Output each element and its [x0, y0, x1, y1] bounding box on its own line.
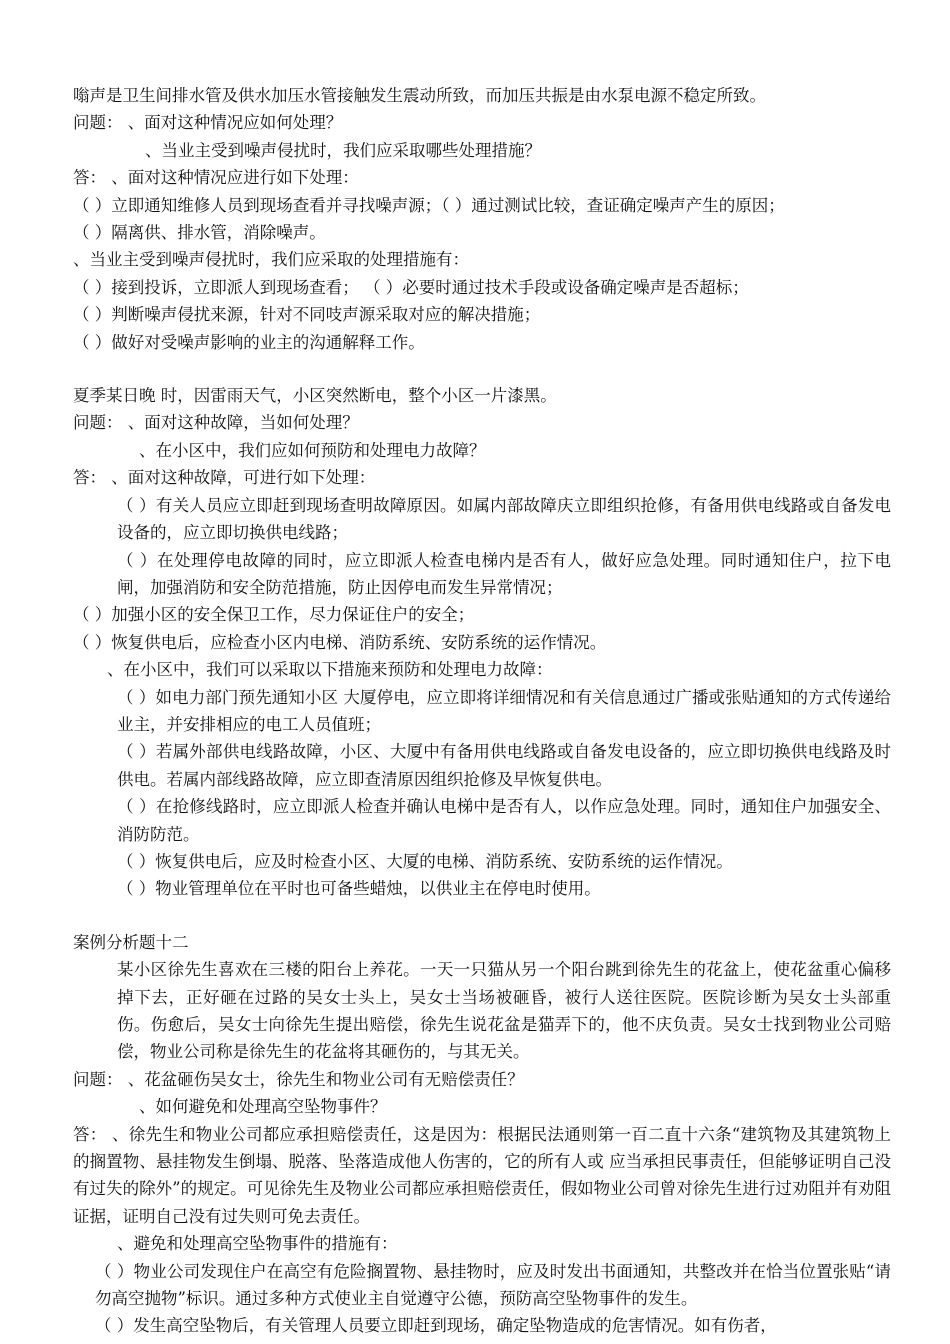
spacer — [73, 356, 891, 382]
case-story: 某小区徐先生喜欢在三楼的阳台上养花。一天一只猫从另一个阳台跳到徐先生的花盆上，使花盆重心偏移掉下去，正好砸在过路的吴女士头上，吴女士当场被砸昏，被行人送往医院。医院诊断为吴女士头部重伤。伤愈后，吴女士向徐先生提出赔偿，徐先生说花盆是猫弄下的，他不庆负责。吴女士找到物业公司赔偿，物业公司称是徐先生的花盆将其砸伤的，与其无关。 — [117, 960, 891, 1062]
answer-item: （ ）判断噪声侵扰来源，针对不同吱声源采取对应的解决措施； — [73, 305, 541, 325]
answer-heading: 、在小区中，我们可以采取以下措施来预防和处理电力故障： — [107, 660, 553, 680]
answer-item: （ ）隔离供、排水管，消除噪声。 — [73, 223, 326, 243]
answer-paragraph: 答： 、徐先生和物业公司都应承担赔偿责任，这是因为：根据民法通则第一百二直十六条“建筑物及其建筑物上的搁置物、悬挂物发生倒塌、脱落、坠落造成他人伤害的，它的所有人或 应当承担民事责任，但能够证明自己没有过失的除外”的规定。可见徐先生及物业公司都应承担赔偿责任，假如物业公司曾对徐先生进行过劝阻并有劝阻证据，证明自己没有过失则可免去责任。 — [73, 1124, 891, 1226]
answer-paragraph: （ ）在处理停电故障的同时，应立即派人检查电梯内是否有人，做好应急处理。同时通知住户，拉下电闸，加强消防和安全防范措施，防止因停电而发生异常情况； — [117, 550, 891, 597]
spacer — [73, 903, 891, 929]
answer-item: （ ）立即通知维修人员到现场查看并寻找噪声源；（ ）通过测试比较，查证确定噪声产生的原因； — [73, 195, 785, 215]
answer-intro: 答： 、面对这种故障，可进行如下处理： — [73, 468, 376, 488]
case-title: 案例分析题十二 — [73, 932, 189, 952]
answer-paragraph: （ ）发生高空坠物后，有关管理人员要立即赶到现场，确定坠物造成的危害情况。如有伤者， — [95, 1316, 777, 1336]
answer-item: （ ）接到投诉，立即派人到现场查看； （ ）必要时通过技术手段或设备确定噪声是否超标； — [73, 277, 749, 297]
answer-heading: 、当业主受到噪声侵扰时，我们应采取的处理措施有： — [73, 250, 469, 270]
answer-item: （ ）做好对受噪声影响的业主的沟通解释工作。 — [73, 332, 425, 352]
answer-paragraph: （ ）在抢修线路时，应立即派人检查并确认电梯中是否有人，以作应急处理。同时，通知住户加强安全、消防防范。 — [117, 797, 891, 844]
answer-heading: 、避免和处理高空坠物事件的措施有： — [117, 1234, 398, 1254]
question-2: 、如何避免和处理高空坠物事件？ — [139, 1097, 387, 1117]
answer-item: （ ）恢复供电后，应及时检查小区、大厦的电梯、消防系统、安防系统的运作情况。 — [117, 851, 733, 871]
answer-paragraph: （ ）有关人员应立即赶到现场查明故障原因。如属内部故障庆立即组织抢修，有备用供电线路或自备发电设备的，应立即切换供电线路； — [117, 495, 891, 543]
answer-intro: 答： 、面对这种情况应进行如下处理： — [73, 168, 359, 188]
question-2: 、当业主受到噪声侵扰时，我们应采取哪些处理措施？ — [145, 140, 541, 160]
case-description: 夏季某日晚 时，因雷雨天气，小区突然断电，整个小区一片漆黑。 — [73, 386, 557, 406]
text-line: 嗡声是卫生间排水管及供水加压水管接触发生震动所致，而加压共振是由水泵电源不稳定所致。 — [73, 86, 766, 105]
question-1: 问题： 、面对这种情况应如何处理？ — [73, 113, 343, 133]
answer-item: （ ）物业管理单位在平时也可备些蜡烛，以供业主在停电时使用。 — [117, 879, 601, 899]
question-1: 问题： 、面对这种故障，当如何处理？ — [73, 413, 359, 433]
question-2: 、在小区中，我们应如何预防和处理电力故障？ — [139, 440, 486, 460]
question-1: 问题： 、花盆砸伤吴女士，徐先生和物业公司有无赔偿责任？ — [73, 1069, 524, 1089]
answer-item: （ ）恢复供电后，应检查小区内电梯、消防系统、安防系统的运作情况。 — [73, 632, 607, 652]
document-page — [73, 82, 891, 1340]
answer-paragraph: （ ）如电力部门预先通知小区 大厦停电，应立即将详细情况和有关信息通过广播或张贴通知的方式传递给业主，并安排相应的电工人员值班； — [117, 687, 891, 734]
answer-item: （ ）加强小区的安全保卫工作，尽力保证住户的安全； — [73, 605, 475, 625]
answer-paragraph: （ ）若属外部供电线路故障，小区、大厦中有备用供电线路或自备发电设备的，应立即切换供电线路及时供电。若属内部线路故障，应立即查清原因组织抢修及早恢复供电。 — [117, 742, 891, 789]
answer-paragraph: （ ）物业公司发现住户在高空有危险搁置物、悬挂物时，应及时发出书面通知，共整改并在恰当位置张贴“请勿高空抛物”标识。通过多种方式使业主自觉遵守公德，预防高空坠物事件的发生。 — [95, 1261, 891, 1309]
